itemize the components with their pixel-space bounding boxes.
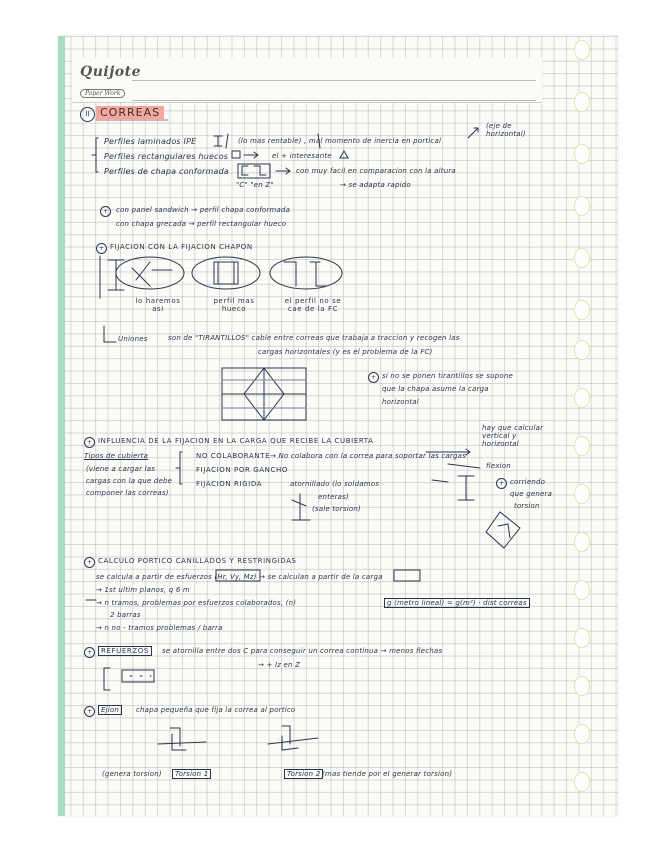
uniones-label: Uniones <box>118 335 148 343</box>
option-no-colaborante: NO COLABORANTE <box>196 452 271 460</box>
sketch-plate <box>122 670 154 682</box>
note-bullet: + <box>84 437 95 448</box>
profile-ipe-side: (eje de horizontal) <box>486 122 526 138</box>
note-bullet: + <box>100 206 111 217</box>
sketch-cz <box>284 262 326 286</box>
tirantillo-cross <box>222 368 306 420</box>
rect-glyph <box>232 151 240 158</box>
sketch-rotated <box>486 512 520 548</box>
ejion-label: Ejion <box>98 705 122 715</box>
arrow <box>432 480 448 482</box>
option-rigida: FIJACION RIGIDA <box>196 480 263 488</box>
section-title: CORREAS <box>96 106 164 119</box>
profile-ipe-note: (lo mas rentable) , mal momento de inercia en portical <box>238 137 442 145</box>
profile-rect: Perfiles rectangulares huecos <box>104 152 229 161</box>
panel-sandwich: con panel sandwich → perfil chapa conformada <box>116 206 291 214</box>
sketch-ejion-1 <box>170 728 186 750</box>
calculo-line-3b: 2 barras <box>110 611 141 619</box>
ejion-caption-2: Torsion 1 <box>172 769 211 779</box>
sketch-rect-inner <box>218 262 234 284</box>
tirantillos-note-1: si no se ponen tirantillos se supone <box>382 372 514 380</box>
ejion-caption-1: (genera torsion) <box>102 770 162 778</box>
calculo-line-1: se calcula a partir de esfuerzos (Hr, Vy, Mz) → se calculan a partir de la carga <box>96 573 383 581</box>
flexion-label: flexion <box>486 462 511 470</box>
fijacion-caption-1: lo haremos asi <box>135 297 181 313</box>
ipe-bracket <box>226 134 320 148</box>
sketch-ejion-2 <box>282 726 298 750</box>
rigida-note-1: atornillado (lo soldamos <box>290 480 380 488</box>
carga-box <box>394 570 420 581</box>
uniones-bracket <box>104 326 116 342</box>
sketch-rotated-inner <box>498 524 510 538</box>
corriendo-1: corriendo <box>510 478 546 486</box>
tipos-note-1: (viene a cargar las <box>86 465 156 473</box>
tipos-cubierta: Tipos de cubierta <box>84 452 149 460</box>
influencia-heading: INFLUENCIA DE LA FIJACION EN LA CARGA QUE RECIBE LA CUBIERTA <box>98 437 374 445</box>
corriendo-3: torsion <box>514 502 540 510</box>
refuerzos-sub: → + Iz en Z <box>258 661 301 669</box>
profile-ipe: Perfiles laminados IPE <box>104 137 197 146</box>
sketch-circle <box>270 257 342 289</box>
profile-chapa-sub: → se adapta rapido <box>340 181 411 189</box>
profile-chapa-note: con muy facil en comparacion con la altura <box>296 167 456 175</box>
note-bullet: + <box>368 372 379 383</box>
brand-name: Quijote <box>80 64 141 80</box>
note-bullet: + <box>84 557 95 568</box>
fijacion-caption-2: perfil mas hueco <box>213 297 255 313</box>
option-no-colaborante-note: → No colabora con la correa para soportar las cargas <box>270 452 466 460</box>
sketch-diag <box>132 268 150 286</box>
calculo-line-3: → n tramos, problemas por esfuerzos colaborados, (n) <box>96 599 297 607</box>
ejion-caption-4: (mas tiende por el generar torsion) <box>322 770 453 778</box>
influencia-side-note: hay que calcular vertical y horizontal <box>482 424 544 448</box>
tipos-note-3: componer las correas) <box>86 489 169 497</box>
options-bracket <box>176 452 182 484</box>
rigida-note-2: enteras) <box>318 493 349 501</box>
refuerzos-label: REFUERZOS <box>98 646 152 656</box>
arrow <box>468 128 478 138</box>
profile-chapa: Perfiles de chapa conformada <box>104 167 230 176</box>
calculo-heading: CALCULO PORTICO CANILLADOS Y RESTRINGIDAS <box>98 557 297 565</box>
refuerzos-text: se atornilla entre dos C para conseguir un correa continua → menos flechas <box>162 647 443 655</box>
sketch-beam <box>292 494 310 520</box>
option-gancho: FIJACION POR GANCHO <box>196 466 288 474</box>
profiles-bracket <box>92 138 98 172</box>
tirantillos-note-2: que la chapa asume la carga <box>382 385 489 393</box>
tirantillos-note-3: horizontal <box>382 398 419 406</box>
arrow <box>276 168 290 174</box>
rigida-note-3: (sale torsion) <box>312 505 361 513</box>
panel-grecada: con chapa grecada → perfil rectangular hueco <box>116 220 287 228</box>
profile-ce-labels: "C" "en Z" <box>236 181 274 189</box>
triangle-glyph <box>340 151 348 158</box>
esfuerzos-box <box>216 570 260 581</box>
arrow <box>426 449 470 455</box>
arrow <box>244 152 258 158</box>
c-glyph <box>242 166 248 175</box>
sketch-ground <box>158 742 206 744</box>
fijacion-heading: FIJACION CON LA FIJACION CHAPON <box>110 243 253 251</box>
tirantillos-text: son de "TIRANTILLOS" cable entre correas que trabaja a traccion y recogen las <box>168 334 460 342</box>
profile-rect-note: el + interesante <box>272 152 332 160</box>
section-number: II <box>80 107 95 122</box>
ejion-text: chapa pequeña que fija la correa al portico <box>136 706 296 714</box>
calculo-formula: g (metro lineal) = g(m²) · dist correas <box>384 598 530 608</box>
sketch-ground <box>268 738 318 744</box>
note-bullet: + <box>496 478 507 489</box>
brand-subtitle: Paper Work <box>80 89 125 98</box>
fijacion-caption-3: el perfil no se cae de la FC <box>284 297 342 313</box>
calculo-line-2: → 1st ultim planos, q 6 m <box>96 586 190 594</box>
sketch-beam-2 <box>448 464 480 500</box>
sketch-c <box>104 668 110 690</box>
note-bullet: + <box>84 706 95 717</box>
ipe-glyph <box>214 136 222 146</box>
tirantillos-text-2: cargas horizontales (y es el problema de la FC) <box>258 348 433 356</box>
corriendo-2: que genera <box>510 490 553 498</box>
ejion-caption-3: Torsion 2 <box>284 769 323 779</box>
note-bullet: + <box>96 243 107 254</box>
z-glyph <box>254 166 266 175</box>
note-bullet: + <box>84 647 95 658</box>
calculo-line-4: → n no - tramos problemas / barra <box>96 624 223 632</box>
tipos-note-2: cargas con la que debe <box>86 477 173 485</box>
